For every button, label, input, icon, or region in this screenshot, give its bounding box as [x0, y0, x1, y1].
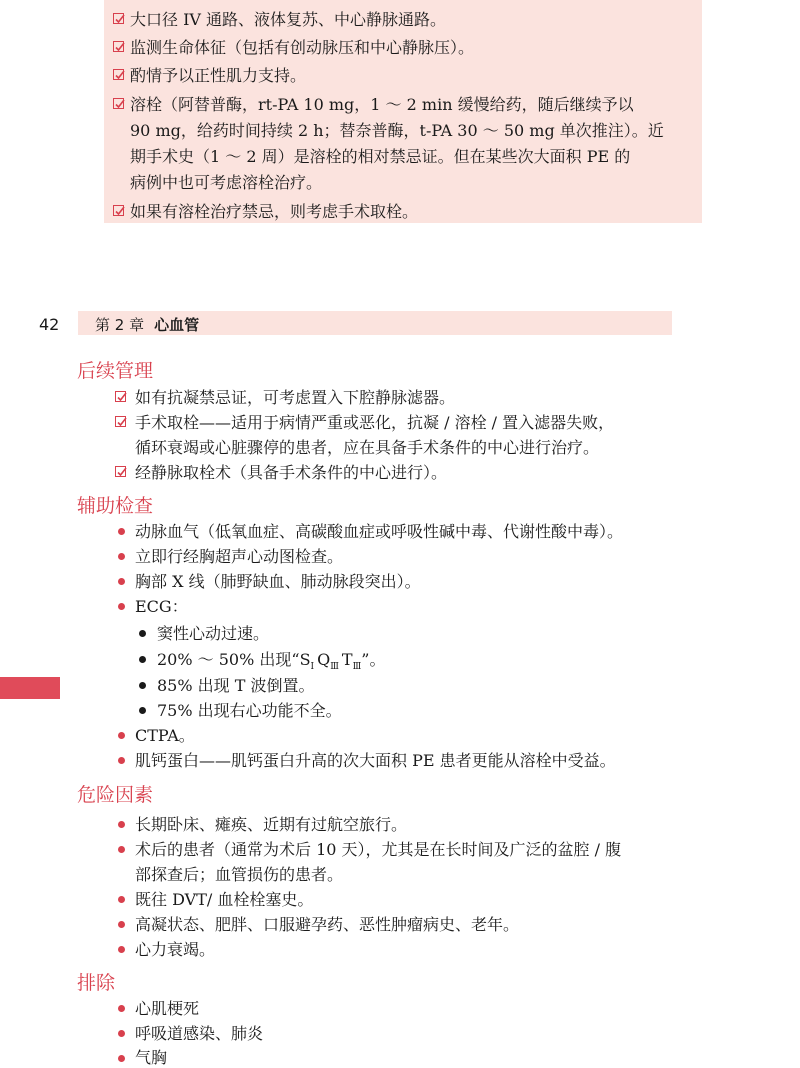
sub-bullet-icon — [139, 682, 146, 689]
bullet-icon — [118, 578, 125, 585]
checkbox-icon — [113, 205, 124, 216]
section-title-investigations: 辅助检查 — [77, 495, 154, 517]
bullet-icon — [118, 732, 125, 739]
list-item-cont: 病例中也可考虑溶栓治疗。 — [130, 173, 323, 192]
ecg-t: T — [341, 650, 353, 669]
list-item: 经静脉取栓术（具备手术条件的中心进行）。 — [135, 463, 448, 482]
section-title-followup: 后续管理 — [77, 360, 154, 382]
list-item: CTPA。 — [135, 726, 195, 745]
list-item-cont: 循环衰竭或心脏骤停的患者，应在具备手术条件的中心进行治疗。 — [135, 438, 600, 457]
checkbox-icon — [113, 98, 124, 109]
list-item-cont: 期手术史（1 ～ 2 周）是溶栓的相对禁忌证。但在某些次大面积 PE 的 — [130, 147, 631, 166]
bullet-icon — [118, 603, 125, 610]
bullet-icon — [118, 1030, 125, 1037]
list-item: 溶栓（阿替普酶，rt-PA 10 mg，1 ～ 2 min 缓慢给药，随后继续予以 — [130, 95, 634, 114]
bullet-icon — [118, 1055, 125, 1062]
checkbox-icon — [113, 41, 124, 52]
section-title-exclusion: 排除 — [77, 972, 116, 994]
ecg-sub-s: Ⅰ — [310, 662, 315, 673]
checkbox-icon — [115, 391, 126, 402]
sub-list-item — [157, 650, 385, 677]
sub-bullet-icon — [139, 707, 146, 714]
ecg-text: 20% ～ 50% 出现“S — [157, 650, 311, 669]
list-item: 大口径 IV 通路、液体复苏、中心静脉通路。 — [130, 10, 447, 29]
bullet-icon — [118, 553, 125, 560]
bullet-icon — [118, 846, 125, 853]
chapter-heading — [95, 315, 199, 335]
chapter-side-tab — [0, 677, 60, 699]
list-item: 心肌梗死 — [135, 999, 200, 1018]
bullet-icon — [118, 821, 125, 828]
checkbox-icon — [115, 466, 126, 477]
chapter-label: 第 2 章 — [95, 316, 145, 334]
list-item: 高凝状态、肥胖、口服避孕药、恶性肿瘤病史、老年。 — [135, 915, 520, 934]
list-item: 既往 DVT/ 血栓栓塞史。 — [135, 890, 314, 909]
ecg-sub-t: Ⅲ — [352, 662, 362, 673]
sub-bullet-icon — [139, 656, 146, 663]
page-number: 42 — [39, 315, 60, 334]
list-item: 心力衰竭。 — [135, 940, 216, 959]
list-item: 肌钙蛋白——肌钙蛋白升高的次大面积 PE 患者更能从溶栓中受益。 — [135, 751, 616, 770]
checkbox-icon — [113, 69, 124, 80]
bullet-icon — [118, 757, 125, 764]
section-title-risk: 危险因素 — [77, 784, 154, 806]
bullet-icon — [118, 896, 125, 903]
bullet-icon — [118, 946, 125, 953]
list-item: 术后的患者（通常为术后 10 天），尤其是在长时间及广泛的盆腔 / 腹 — [135, 840, 622, 859]
list-item: 呼吸道感染、肺炎 — [135, 1024, 264, 1043]
list-item: 酌情予以正性肌力支持。 — [130, 66, 307, 85]
list-item: 如有抗凝禁忌证，可考虑置入下腔静脉滤器。 — [135, 388, 456, 407]
sub-bullet-icon — [139, 630, 146, 637]
bullet-icon — [118, 1005, 125, 1012]
list-item-cont: 部探查后；血管损伤的患者。 — [135, 865, 344, 884]
checkbox-icon — [115, 416, 126, 427]
list-item: 如果有溶栓治疗禁忌，则考虑手术取栓。 — [130, 202, 419, 221]
list-item: 胸部 X 线（肺野缺血、肺动脉段突出）。 — [135, 572, 421, 591]
bullet-icon — [118, 921, 125, 928]
list-item: 手术取栓——适用于病情严重或恶化，抗凝 / 溶栓 / 置入滤器失败， — [135, 413, 615, 432]
chapter-title: 心血管 — [154, 316, 200, 334]
sub-list-item: 75% 出现右心功能不全。 — [157, 701, 342, 720]
bullet-icon — [118, 528, 125, 535]
ecg-sub-q: Ⅲ — [330, 662, 339, 673]
sub-list-item: 窦性心动过速。 — [157, 624, 270, 643]
list-item-cont: 90 mg，给药时间持续 2 h；替奈普酶，t-PA 30 ～ 50 mg 单次推注）。近 — [130, 121, 664, 140]
list-item: 动脉血气（低氧血症、高碳酸血症或呼吸性碱中毒、代谢性酸中毒）。 — [135, 522, 624, 541]
list-item: 立即行经胸超声心动图检查。 — [135, 547, 344, 566]
ecg-q: Q — [317, 650, 331, 669]
list-item: 气胸 — [135, 1048, 168, 1067]
ecg-close: ”。 — [361, 650, 386, 669]
list-item: 长期卧床、瘫痪、近期有过航空旅行。 — [135, 815, 408, 834]
checkbox-icon — [113, 13, 124, 24]
list-item: ECG： — [135, 597, 188, 616]
list-item: 监测生命体征（包括有创动脉压和中心静脉压）。 — [130, 38, 475, 57]
sub-list-item: 85% 出现 T 波倒置。 — [157, 676, 315, 695]
